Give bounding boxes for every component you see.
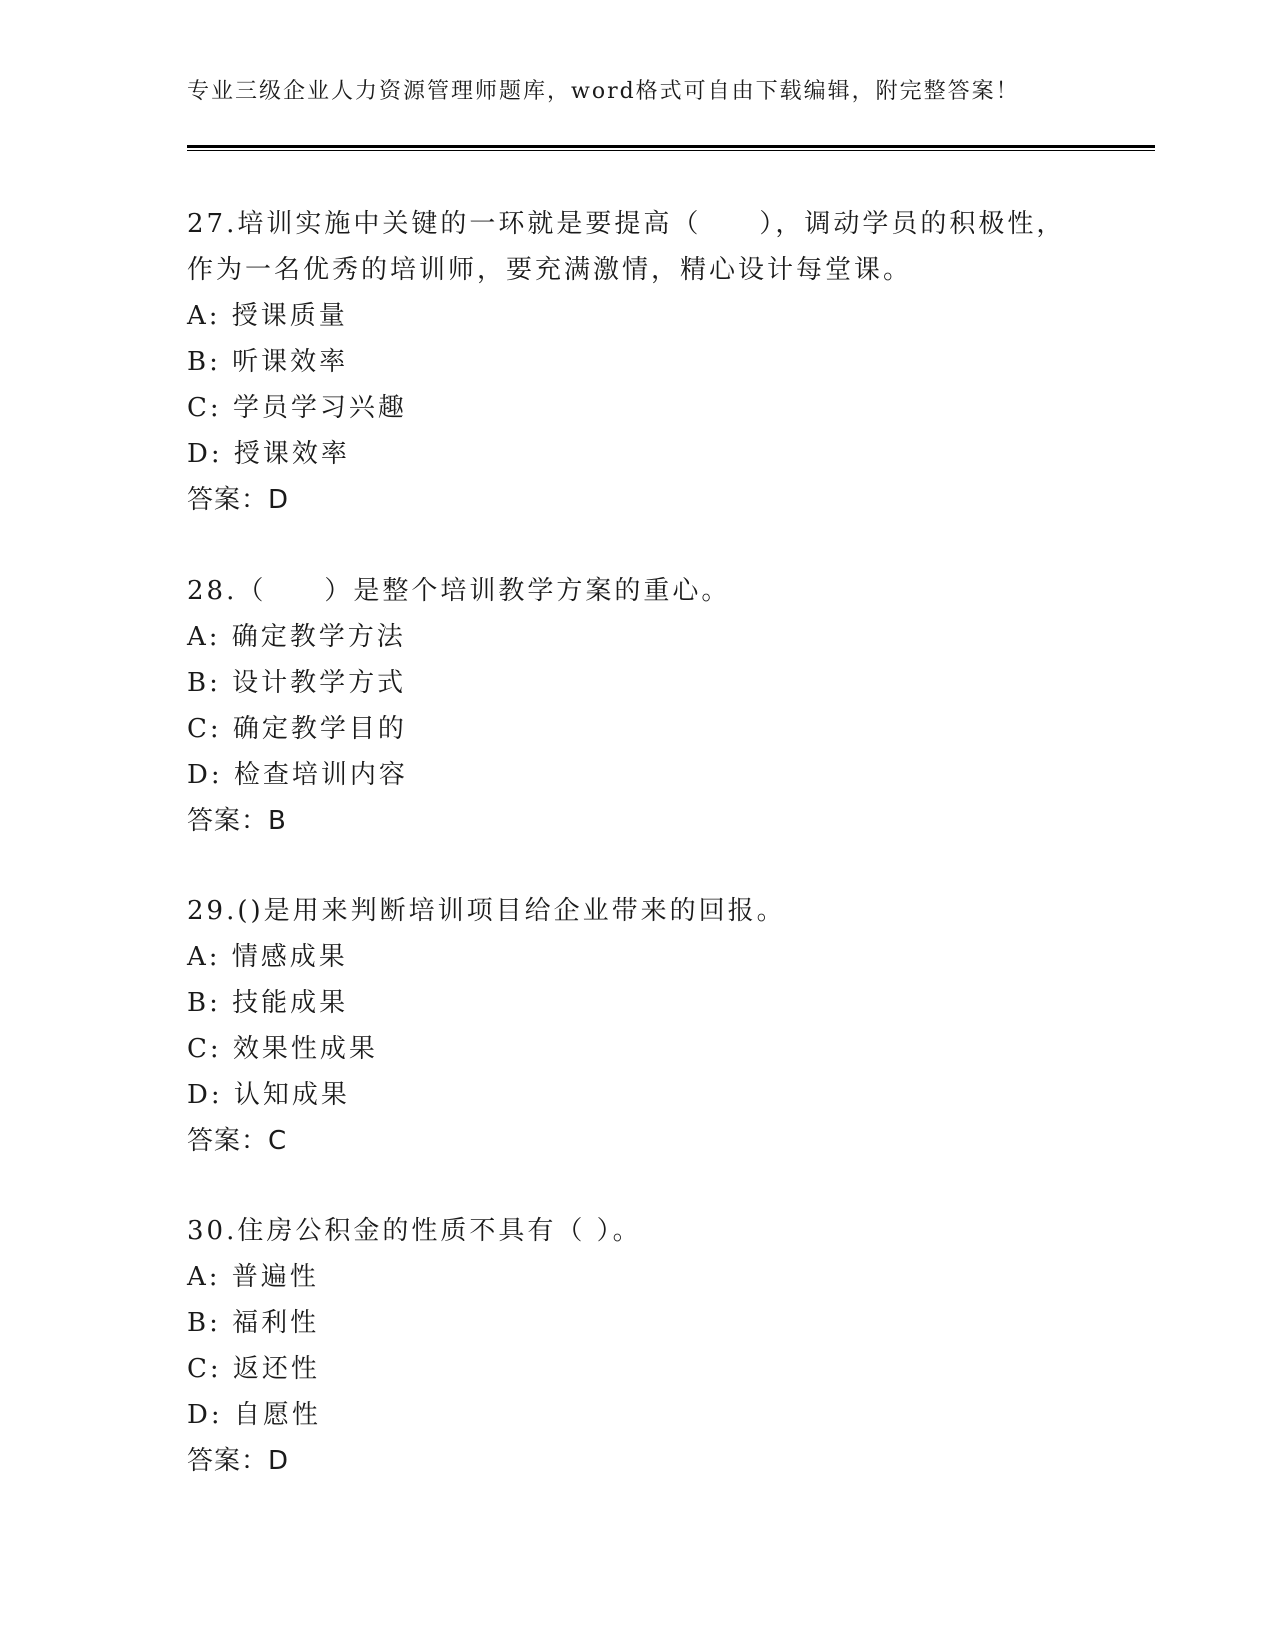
answer-line: 答案：C	[187, 1126, 288, 1156]
option-d: D: 自愿性	[187, 1400, 321, 1430]
option-a: A: 确定教学方法	[187, 622, 406, 652]
question-stem: 29.()是用来判断培训项目给企业带来的回报。	[187, 896, 786, 926]
option-c: C: 确定教学目的	[187, 714, 407, 744]
question-29	[187, 888, 1087, 1164]
answer-line: 答案：D	[187, 485, 290, 515]
option-b: B: 听课效率	[187, 347, 349, 377]
header-divider-thin	[187, 150, 1155, 151]
option-a: A: 授课质量	[187, 301, 348, 331]
option-c: C: 效果性成果	[187, 1034, 378, 1064]
question-stem: 27.培训实施中关键的一环就是要提高（ ），调动学员的积极性，作为一名优秀的培训师，要充满激情，精心设计每堂课。	[187, 209, 1066, 285]
question-27	[187, 201, 1087, 523]
option-d: D: 认知成果	[187, 1080, 350, 1110]
question-28	[187, 568, 1087, 844]
option-a: A: 普遍性	[187, 1262, 319, 1292]
document-header: 专业三级企业人力资源管理师题库，word格式可自由下载编辑，附完整答案！	[187, 79, 1020, 104]
answer-line: 答案：D	[187, 1446, 290, 1476]
option-b: B: 技能成果	[187, 988, 349, 1018]
option-c: C: 返还性	[187, 1354, 320, 1384]
question-stem: 30.住房公积金的性质不具有（ ）。	[187, 1216, 642, 1246]
question-30	[187, 1208, 1087, 1484]
answer-line: 答案：B	[187, 806, 287, 836]
header-divider-thick	[187, 145, 1155, 148]
option-b: B: 设计教学方式	[187, 668, 407, 698]
option-b: B: 福利性	[187, 1308, 320, 1338]
option-d: D: 检查培训内容	[187, 760, 408, 790]
question-stem: 28.（ ）是整个培训教学方案的重心。	[187, 576, 731, 606]
option-a: A: 情感成果	[187, 942, 348, 972]
option-c: C: 学员学习兴趣	[187, 393, 407, 423]
option-d: D: 授课效率	[187, 439, 350, 469]
